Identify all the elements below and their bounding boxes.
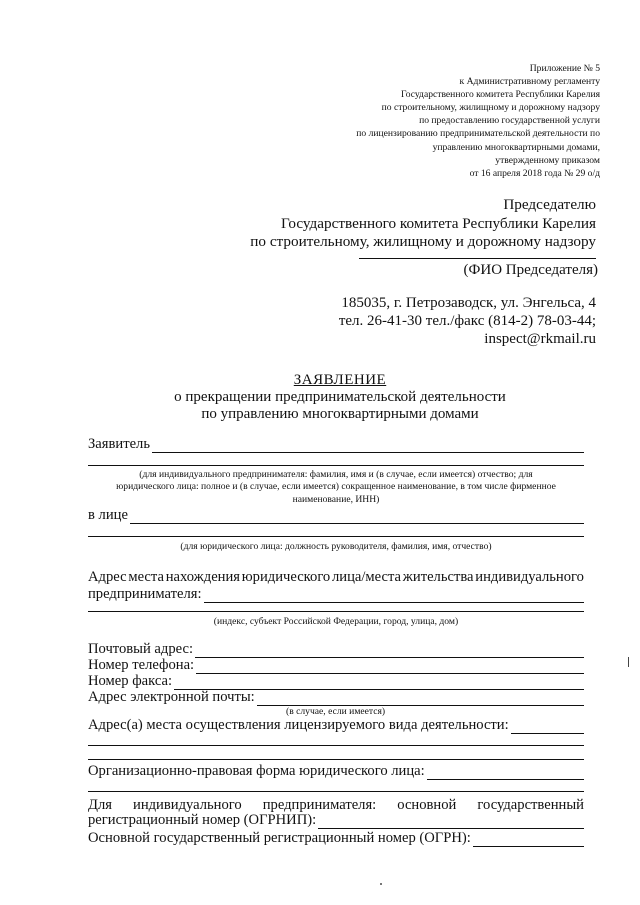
applicant-label: Заявитель <box>88 436 150 452</box>
applicant-hint <box>88 469 584 506</box>
chairman-name-hint: (ФИО Председателя) <box>463 262 598 278</box>
label-word: юридического <box>241 569 331 585</box>
activity-field-line-3[interactable] <box>88 759 584 760</box>
title-line: по управлению многоквартирными домами <box>201 406 479 422</box>
contact-phone: тел. 26-41-30 тел./факс (814-2) 78-03-44; <box>338 313 596 329</box>
addressee-line: Председателю <box>503 196 596 213</box>
label-word: Для <box>88 797 112 813</box>
activity-row <box>88 717 584 734</box>
applicant-field[interactable] <box>152 439 584 453</box>
appendix-line: по лицензированию предпринимательской деятельности по <box>356 128 600 140</box>
appendix-line: утвержденному приказом <box>495 154 600 166</box>
legal-form-label: Организационно-правовая форма юридического лица: <box>88 763 425 779</box>
location-label: предпринимателя: <box>88 586 202 602</box>
legal-form-row <box>88 763 584 780</box>
ogrn-row <box>88 830 584 847</box>
document-title <box>0 372 640 423</box>
email-field[interactable] <box>257 692 584 706</box>
postal-label: Почтовый адрес: <box>88 641 194 657</box>
person-field[interactable] <box>130 510 584 524</box>
ogrn-label: Основной государственный регистрационный номер (ОГРН): <box>88 830 471 846</box>
label-word: индивидуального <box>475 569 584 585</box>
location-label-line <box>88 569 584 586</box>
fax-row <box>88 673 584 690</box>
legal-form-field[interactable] <box>427 766 584 780</box>
email-label: Адрес электронной почты: <box>88 689 255 705</box>
appendix-line: Приложение № 5 <box>529 63 600 74</box>
chairman-name-field[interactable] <box>359 258 596 259</box>
label-word: индивидуального <box>133 797 242 813</box>
scan-dot <box>380 883 382 885</box>
phone-field[interactable] <box>196 660 584 674</box>
hint-line: (для индивидуального предпринимателя: фамилия, имя и (в случае, если имеется) отчество; для <box>139 469 533 480</box>
activity-field-line-2[interactable] <box>88 745 584 746</box>
label-word: предпринимателя: <box>262 797 377 813</box>
activity-label: Адрес(а) места осуществления лицензируемого вида деятельности: <box>88 717 509 733</box>
hint-line: юридического лица: полное и (в случае, если имеется) сокращенное наименование, в том числе фирменное <box>116 481 556 493</box>
title-line: о прекращении предпринимательской деятельности <box>174 389 506 405</box>
label-word: жительства <box>402 569 474 585</box>
email-row <box>88 689 584 706</box>
phone-row <box>88 657 584 674</box>
ogrn-field[interactable] <box>473 833 584 847</box>
appendix-line: Государственного комитета Республики Карелия <box>401 89 600 101</box>
postal-field[interactable] <box>195 644 584 658</box>
title-heading: ЗАЯВЛЕНИЕ <box>293 372 387 388</box>
label-word: нахождения <box>165 569 240 585</box>
location-field-line-2[interactable] <box>88 611 584 612</box>
fax-label: Номер факса: <box>88 673 173 689</box>
activity-field[interactable] <box>511 720 584 734</box>
applicant-field-line-2[interactable] <box>88 465 584 466</box>
label-word: места <box>128 569 164 585</box>
hint-line: наименование, ИНН) <box>292 493 380 505</box>
person-row <box>88 507 584 524</box>
appendix-line: к Административному регламенту <box>459 76 600 88</box>
phone-label: Номер телефона: <box>88 657 195 673</box>
scan-mark <box>628 657 629 667</box>
contacts-block <box>176 294 596 348</box>
person-hint: (для юридического лица: должность руководителя, фамилия, имя, отчество) <box>180 541 492 552</box>
person-field-line-2[interactable] <box>88 536 584 537</box>
person-label: в лице <box>88 507 128 523</box>
ogrnip-label: регистрационный номер (ОГРНИП): <box>88 812 317 828</box>
label-word: основной <box>397 797 457 813</box>
appendix-header <box>260 62 600 180</box>
location-row <box>88 586 584 603</box>
separator-line <box>88 791 584 792</box>
location-hint: (индекс, субъект Российской Федерации, город, улица, дом) <box>213 616 459 627</box>
contact-email: inspect@rkmail.ru <box>484 331 596 347</box>
applicant-row <box>88 436 584 453</box>
ogrnip-field[interactable] <box>318 815 584 829</box>
email-hint: (в случае, если имеется) <box>286 706 386 717</box>
postal-row <box>88 641 584 658</box>
label-word: государственный <box>477 797 584 813</box>
appendix-line: по строительному, жилищному и дорожному надзору <box>381 102 600 114</box>
ogrnip-row <box>88 812 584 829</box>
appendix-line: управлению многоквартирными домами, <box>432 141 600 153</box>
label-word: Адрес <box>88 569 127 585</box>
contact-address: 185035, г. Петрозаводск, ул. Энгельса, 4 <box>341 295 596 311</box>
location-field[interactable] <box>204 589 585 603</box>
appendix-line: по предоставлению государственной услуги <box>419 115 600 127</box>
addressee-line: Государственного комитета Республики Карелия <box>280 214 596 232</box>
label-word: лица/места <box>332 569 402 585</box>
appendix-line: от 16 апреля 2018 года № 29 о/д <box>469 167 600 179</box>
addressee-block <box>176 196 596 252</box>
addressee-line: по строительному, жилищному и дорожному надзору <box>250 233 596 251</box>
fax-field[interactable] <box>174 676 584 690</box>
